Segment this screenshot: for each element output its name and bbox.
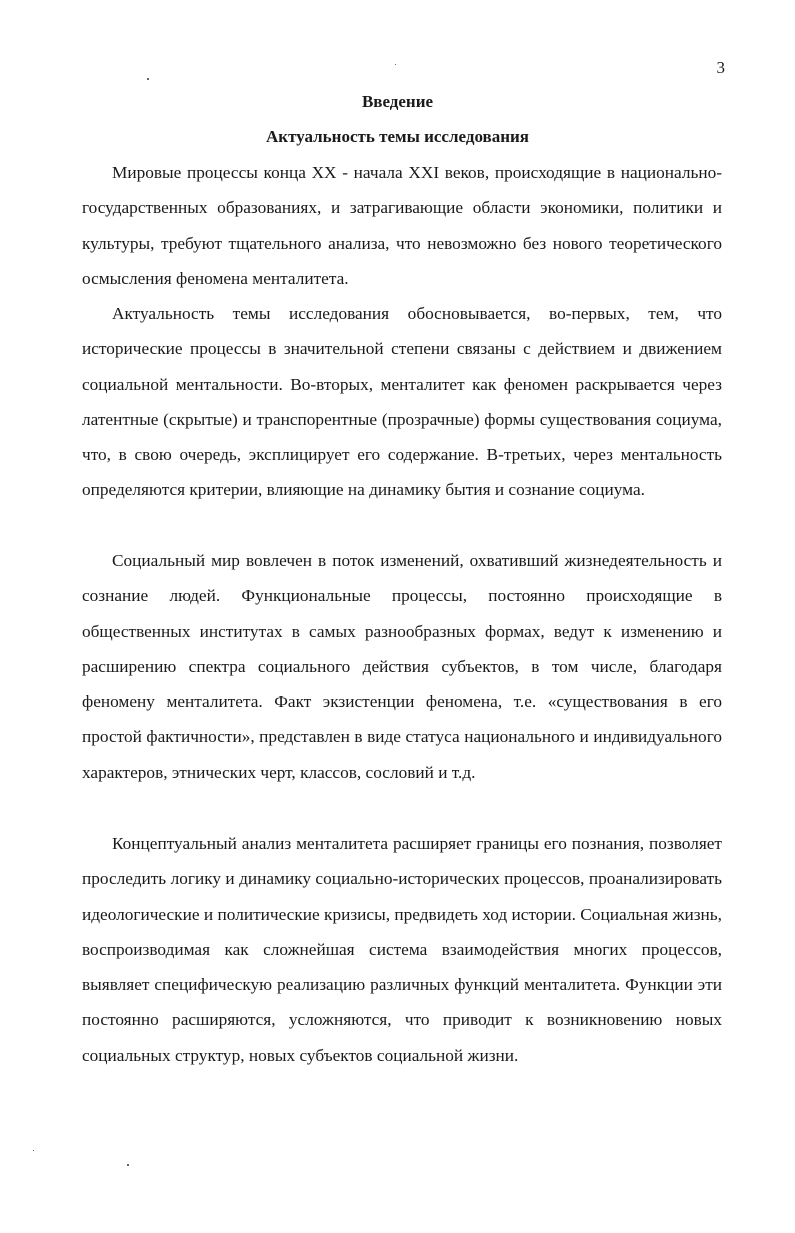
scan-speck: [395, 64, 396, 65]
section-title: Введение: [361, 92, 434, 111]
page-number: 3: [716, 58, 725, 77]
paragraph: Мировые процессы конца XX - начала XXI веков, происходящие в национально-государственных образованиях, и затрагивающие области экономики, политики и культуры, требуют тщательного анализа, что невозможно без нового теоретического осмысления феномена менталитета.: [82, 163, 722, 288]
scan-speck: [127, 1164, 129, 1166]
subsection-title: Актуальность темы исследования: [266, 127, 529, 146]
scan-speck: [147, 78, 149, 80]
paragraph: Социальный мир вовлечен в поток изменений, охвативший жизнедеятельность и сознание людей. Функциональные процессы, постоянно происходящие в общественных институтах в самых разнообразных формах, ведут к изменению и расширению спектра социального действия субъектов, в том числе, благодаря феномену менталитета. Факт экзистенции феномена, т.е. «существования в его простой фактичности», представлен в виде статуса национального и индивидуального характеров, этнических черт, классов, сословий и т.д.: [82, 551, 722, 782]
paragraph: Концептуальный анализ менталитета расширяет границы его познания, позволяет проследить логику и динамику социально-исторических процессов, проанализировать идеологические и политические кризисы, предвидеть ход истории. Социальная жизнь, воспроизводимая как сложнейшая система взаимодействия многих процессов, выявляет специфическую реализацию различных функций менталитета. Функции эти постоянно расширяются, усложняются, что приводит к возникновению новых социальных структур, новых субъектов социальной жизни.: [82, 834, 722, 1065]
scan-speck: [33, 1150, 34, 1151]
paragraph: Актуальность темы исследования обосновывается, во-первых, тем, что исторические процессы в значительной степени связаны с действием и движением социальной ментальности. Во-вторых, менталитет как феномен раскрывается через латентные (скрытые) и транспорентные (прозрачные) формы существования социума, что, в свою очередь, эксплицирует его содержание. В-третьих, через ментальность определяются критерии, влияющие на динамику бытия и сознание социума.: [82, 304, 722, 500]
